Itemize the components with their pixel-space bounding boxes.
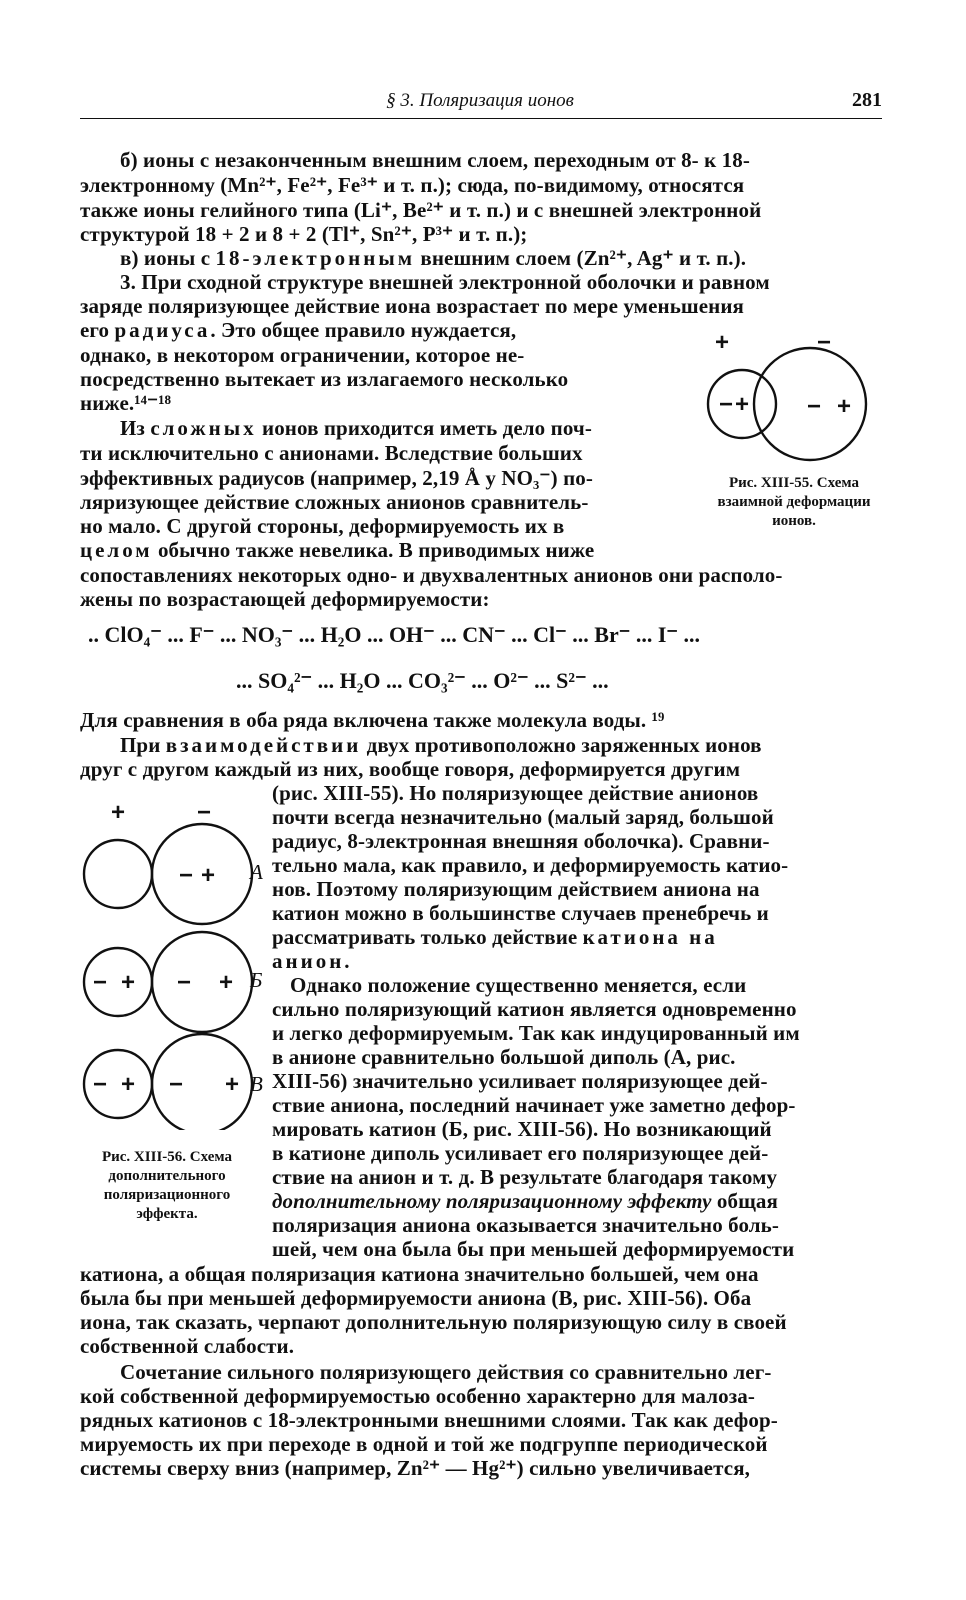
text-span: обычно также невелика. В приводимых ниже (152, 538, 595, 562)
figure-row-label-b: Б (250, 968, 263, 992)
fig56-row-a-plus: + (200, 862, 216, 889)
text-line: ляризующее действие сложных анионов сравнитель- (80, 490, 589, 514)
ion-formula: ClO₄⁻ (104, 622, 162, 647)
text-line: ствие на анион и т. д. В результате благодаря такому (272, 1165, 778, 1189)
running-header: § 3. Поляризация ионов (386, 90, 574, 111)
text-line (80, 538, 594, 563)
fig55-anion-plus: + (836, 393, 852, 420)
text-span: ионов приходится иметь дело поч- (256, 416, 592, 440)
text-line: собственной слабости. (80, 1334, 295, 1358)
text-line (272, 925, 718, 950)
text-span: его (80, 318, 115, 342)
spaced-text: 18-электронным (215, 246, 416, 270)
fig56-row-b-anion-plus: + (218, 969, 234, 996)
page-number: 281 (852, 89, 882, 111)
text-line (120, 246, 746, 271)
text-line: поляризация аниона оказывается значительно боль- (272, 1213, 779, 1237)
ellipsis-separator: ... (678, 622, 701, 647)
ion-formula: F⁻ (189, 622, 215, 647)
ion-formula: SO₄²⁻ (258, 668, 313, 693)
ion-formula: O²⁻ (493, 668, 529, 693)
text-line (80, 318, 516, 343)
fig56-plus-label: + (110, 799, 126, 826)
text-line (120, 416, 592, 441)
text-line: 3. При сходной структуре внешней электронной оболочки и равном (120, 270, 770, 294)
figure-xiii-55 (696, 330, 882, 466)
fig56-row-v-anion-minus: − (168, 1071, 184, 1098)
text-line: жены по возрастающей деформируемости: (80, 587, 490, 611)
ellipsis-separator: ... (380, 668, 408, 693)
text-line: шей, чем она была бы при меньшей деформируемости (272, 1237, 795, 1261)
fig55-cation-plus: + (734, 391, 750, 418)
anion-series-1 (88, 622, 700, 648)
fig55-minus-label: − (816, 330, 832, 356)
fig56-row-v-cation-minus: − (92, 1071, 108, 1098)
text-line: Однако положение существенно меняется, если (290, 973, 747, 997)
spaced-text: взаимодействии (165, 733, 362, 757)
text-line: также ионы гелийного типа (Li⁺, Be²⁺ и т. п.) и с внешней электронной (80, 198, 762, 222)
ion-formula: OH⁻ (388, 622, 435, 647)
text-line: однако, в некотором ограничении, которое не- (80, 343, 525, 367)
text-line: в катионе диполь усиливает его поляризующее дей- (272, 1141, 769, 1165)
fig56-minus-label: − (196, 799, 212, 826)
ellipsis-separator: ... (161, 622, 190, 647)
anion-circle (152, 932, 252, 1032)
text-line (272, 1189, 778, 1214)
text-span: внешним слоем (Zn²⁺, Ag⁺ и т. п.). (415, 246, 747, 270)
text-line: нов. Поэтому поляризующим действием аниона на (272, 877, 760, 901)
ellipsis-separator: ... (528, 668, 557, 693)
ellipsis-separator: ... (465, 668, 494, 693)
text-line: (рис. XIII-55). Но поляризующее действие анионов (272, 781, 759, 805)
fig56-row-v-anion-plus: + (224, 1071, 240, 1098)
figure-row-label-a: А (250, 860, 263, 884)
ellipsis-separator: ... (586, 668, 609, 693)
text-line: электронному (Mn²⁺, Fe²⁺, Fe³⁺ и т. п.); сюда, по-видимому, относятся (80, 173, 745, 197)
spaced-text: целом (80, 538, 153, 562)
text-line: и легко деформируемым. Так как индуцированный им (272, 1021, 800, 1045)
text-line: катион можно в большинстве случаев пренебречь и (272, 901, 769, 925)
fig56-row-a-minus: − (178, 862, 194, 889)
text-line: почти всегда незначительно (малый заряд, большой (272, 805, 774, 829)
text-span: общая (711, 1189, 778, 1213)
ion-formula: I⁻ (657, 622, 679, 647)
fig56-row-b-anion-minus: − (176, 969, 192, 996)
figure-caption: Рис. XIII-56. Схема дополнительного поляризационного эффекта. (101, 1149, 233, 1222)
text-line: структурой 18 + 2 и 8 + 2 (Tl⁺, Sn²⁺, P³⁺ и т. п.); (80, 222, 528, 246)
ion-formula: S²⁻ (556, 668, 587, 693)
fig56-row-b-cation-minus: − (92, 969, 108, 996)
text-line: ти исключительно с анионами. Вследствие больших (80, 441, 583, 465)
text-line: кой собственной деформируемостью особенно характерно для малоза- (80, 1384, 755, 1408)
ion-formula: Br⁻ (594, 622, 631, 647)
spaced-text: катиона на (582, 925, 718, 949)
text-line: б) ионы с незаконченным внешним слоем, переходным от 8- к 18- (120, 148, 750, 172)
text-line (120, 733, 762, 758)
header-rule (80, 118, 882, 119)
text-line: друг с другом каждый из них, вообще говоря, деформируется другим (80, 757, 741, 781)
fig56-row-b-cation-plus: + (120, 969, 136, 996)
figure-xiii-56 (76, 790, 262, 1130)
figure-row-label-v: В (250, 1072, 263, 1096)
text-line: иона, так сказать, черпают дополнительную поляризующую силу в своей (80, 1310, 787, 1334)
ellipsis-separator: ... (214, 622, 242, 647)
text-line: мируемость их при переходе в одной и той же подгруппе периодической (80, 1432, 768, 1456)
fig55-cation-minus: − (718, 391, 734, 418)
text-span: При (120, 733, 166, 757)
text-line: посредственно вытекает из излагаемого несколько (80, 367, 569, 391)
text-line: но мало. С другой стороны, деформируемость их в (80, 514, 565, 538)
text-line: рядных катионов с 18-электронными внешними слоями. Так как дефор- (80, 1408, 778, 1432)
ellipsis-separator: ... (434, 622, 463, 647)
ion-formula: CN⁻ (462, 622, 506, 647)
text-line: анион. (272, 949, 353, 973)
text-line: мировать катион (Б, рис. XIII-56). Но возникающий (272, 1117, 772, 1141)
text-span: . Это общее правило нуждается, (210, 318, 517, 342)
ellipsis-separator: ... (630, 622, 658, 647)
text-line: катиона, а общая поляризация катиона значительно большей, чем она (80, 1262, 759, 1286)
text-line: в анионе сравнительно большой диполь (А, рис. (272, 1045, 736, 1069)
ellipsis-separator: ... (312, 668, 340, 693)
anion-series-2 (236, 668, 609, 694)
text-line: ниже.¹⁴⁻¹⁸ (80, 391, 171, 415)
text-line: эффективных радиусов (например, 2,19 Å у NO₃⁻) по- (80, 466, 593, 490)
ion-formula: H₂O (320, 622, 362, 647)
text-line: сильно поляризующий катион является одновременно (272, 997, 797, 1021)
italic-text: дополнительному поляризационному эффекту (272, 1189, 712, 1213)
ellipsis-separator: ... (293, 622, 321, 647)
fig55-anion-minus: − (806, 393, 822, 420)
spaced-text: сложных (150, 416, 257, 440)
fig55-plus-label: + (714, 330, 730, 356)
spaced-text: радиуса (114, 318, 211, 342)
text-line: радиус, 8-электронная внешняя оболочка). Сравни- (272, 829, 770, 853)
text-line: Для сравнения в оба ряда включена также молекула воды. ¹⁹ (80, 708, 665, 732)
text-line: системы сверху вниз (например, Zn²⁺ — Hg²⁺) сильно увеличивается, (80, 1456, 750, 1480)
text-line: была бы при меньшей деформируемости аниона (В, рис. XIII-56). Оба (80, 1286, 752, 1310)
text-line: сопоставлениях некоторых одно- и двухвалентных анионов они располо- (80, 563, 783, 587)
fig56-row-v-cation-plus: + (120, 1071, 136, 1098)
ion-formula: H₂O (339, 668, 381, 693)
figure-caption: Рис. XIII-55. Схема взаимной деформации ионов. (717, 475, 871, 529)
text-line: ствие аниона, последний начинает уже заметно дефор- (272, 1093, 796, 1117)
text-line: Сочетание сильного поляризующего действия со сравнительно лег- (120, 1360, 772, 1384)
cation-circle (84, 840, 152, 908)
text-span: Из (120, 416, 151, 440)
text-span: двух противоположно заряженных ионов (361, 733, 762, 757)
text-line: тельно мала, как правило, и деформируемость катио- (272, 853, 789, 877)
text-span: рассматривать только действие (272, 925, 583, 949)
ellipsis-separator: ... (361, 622, 389, 647)
text-line: заряде поляризующее действие иона возрастает по мере уменьшения (80, 294, 745, 318)
text-line: XIII-56) значительно усиливает поляризующее дей- (272, 1069, 768, 1093)
ion-formula: Cl⁻ (533, 622, 567, 647)
ellipsis-separator: ... (505, 622, 534, 647)
text-span: в) ионы с (120, 246, 216, 270)
ellipsis-separator: ... (566, 622, 595, 647)
ion-formula: NO₃⁻ (241, 622, 294, 647)
ion-formula: CO₃²⁻ (407, 668, 466, 693)
ellipsis-separator: .. (88, 622, 105, 647)
ellipsis-separator: ... (236, 668, 258, 693)
